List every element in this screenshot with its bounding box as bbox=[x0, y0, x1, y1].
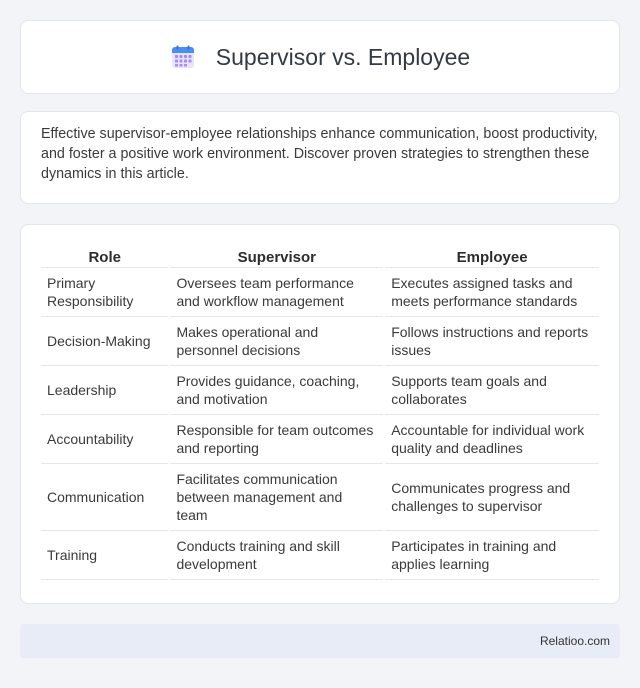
cell-employee: Supports team goals and collaborates bbox=[385, 366, 599, 415]
cell-role: Leadership bbox=[41, 366, 168, 415]
cell-employee: Communicates progress and challenges to supervisor bbox=[385, 464, 599, 531]
header-role: Role bbox=[41, 247, 168, 268]
cell-supervisor: Facilitates communication between management and team bbox=[170, 464, 383, 531]
table-row bbox=[41, 531, 599, 580]
cell-role: Accountability bbox=[41, 415, 168, 464]
cell-role: Decision-Making bbox=[41, 317, 168, 366]
table-row bbox=[41, 268, 599, 317]
page-title: Supervisor vs. Employee bbox=[215, 43, 471, 70]
table-row bbox=[41, 366, 599, 415]
title-card bbox=[20, 20, 620, 94]
header-employee: Employee bbox=[385, 247, 599, 268]
header-supervisor: Supervisor bbox=[170, 247, 383, 268]
comparison-table-card bbox=[20, 224, 620, 604]
table-row bbox=[41, 317, 599, 366]
cell-supervisor: Provides guidance, coaching, and motivation bbox=[170, 366, 383, 415]
intro-card bbox=[20, 111, 620, 204]
cell-supervisor: Oversees team performance and workflow management bbox=[170, 268, 383, 317]
cell-role: Primary Responsibility bbox=[41, 268, 168, 317]
cell-supervisor: Makes operational and personnel decisions bbox=[170, 317, 383, 366]
table-row bbox=[41, 415, 599, 464]
cell-employee: Follows instructions and reports issues bbox=[385, 317, 599, 366]
cell-supervisor: Conducts training and skill development bbox=[170, 531, 383, 580]
intro-paragraph: Effective supervisor-employee relationships enhance communication, boost productivity, and foster a positive work environment. Discover proven strategies to strengthen these dynamics in this article. bbox=[41, 126, 598, 182]
cell-supervisor: Responsible for team outcomes and reporting bbox=[170, 415, 383, 464]
footer-brand[interactable]: Relatioo.com bbox=[539, 634, 610, 648]
calendar-icon bbox=[170, 44, 196, 70]
cell-employee: Participates in training and applies learning bbox=[385, 531, 599, 580]
cell-role: Training bbox=[41, 531, 168, 580]
comparison-table bbox=[39, 247, 601, 580]
table-header-row bbox=[41, 247, 599, 268]
cell-role: Communication bbox=[41, 464, 168, 531]
cell-employee: Accountable for individual work quality and deadlines bbox=[385, 415, 599, 464]
cell-employee: Executes assigned tasks and meets performance standards bbox=[385, 268, 599, 317]
table-row bbox=[41, 464, 599, 531]
footer bbox=[20, 624, 620, 658]
